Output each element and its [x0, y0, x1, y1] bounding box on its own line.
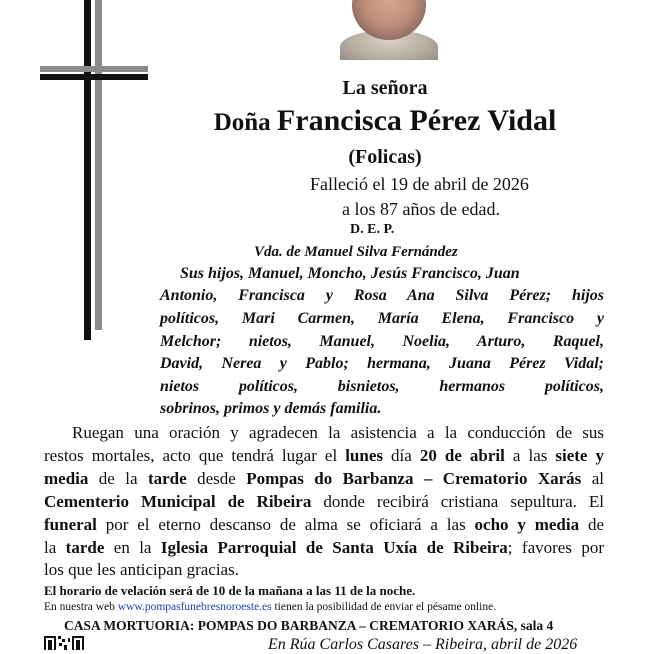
family-line: Melchor; nietos, Manuel, Noelia, Arturo, Raquel,	[160, 333, 604, 350]
widow-line: Vda. de Manuel Silva Fernández	[254, 244, 458, 260]
family-line: David, Nerea y Pablo; hermana, Juana Pérez Vidal;	[160, 355, 604, 372]
age: a los 87 años de edad.	[342, 199, 500, 219]
dep: D. E. P.	[350, 222, 395, 237]
family-line: sobrinos, primos y demás familia.	[160, 400, 382, 417]
nickname: (Folicas)	[348, 146, 422, 168]
body-line: Ruegan una oración y agradecen la asistencia a la conducción de sus	[72, 423, 604, 442]
mortuary-address: CASA MORTUORIA: POMPAS DO BARBANZA – CREMATORIO XARÁS, sala 4	[64, 618, 554, 633]
body-line: la tarde en la Iglesia Parroquial de Santa Uxía de Ribeira; favores por	[44, 538, 604, 557]
family-line: nietos políticos, bisnietos, hermanos políticos,	[160, 378, 604, 395]
family-line: políticos, Mari Carmen, María Elena, Francisco y	[160, 310, 604, 327]
qr-code-icon	[44, 634, 84, 650]
website-link[interactable]: www.pompasfunebresnoroeste.es	[117, 601, 272, 613]
footer-place-date: En Rúa Carlos Casares – Ribeira, abril de 2026	[268, 636, 578, 653]
body-line: los que les anticipan gracias.	[44, 560, 239, 579]
body-line: funeral por el eterno descanso de alma se oficiará a las ocho y media de	[44, 515, 604, 534]
body-line: restos mortales, acto que tendrá lugar el lunes día 20 de abril a las siete y	[44, 446, 605, 465]
cross-vertical-black	[84, 0, 91, 340]
deceased-photo	[336, 0, 442, 60]
family-line: Antonio, Francisca y Rosa Ana Silva Pérez; hijos	[160, 287, 604, 304]
velation-hours: El horario de velación será de 10 de la mañana a las 11 de la noche.	[44, 583, 416, 598]
cross-horizontal-gray	[40, 66, 148, 72]
name-prefix: Doña	[213, 109, 271, 136]
name-main: Francisca Pérez Vidal	[276, 104, 557, 137]
death-date: Falleció el 19 de abril de 2026	[310, 174, 529, 194]
deceased-name	[0, 104, 650, 138]
family-line: Sus hijos, Manuel, Moncho, Jesús Francisco, Juan	[180, 265, 520, 282]
web-note: En nuestra web www.pompasfunebresnoroeste.es tienen la posibilidad de enviar el pésame online.	[44, 601, 497, 613]
body-line: media de la tarde desde Pompas do Barbanza – Crematorio Xarás al	[44, 469, 604, 488]
intro-text: La señora	[342, 77, 428, 99]
body-line: Cementerio Municipal de Ribeira donde recibirá cristiana sepultura. El	[44, 492, 604, 511]
